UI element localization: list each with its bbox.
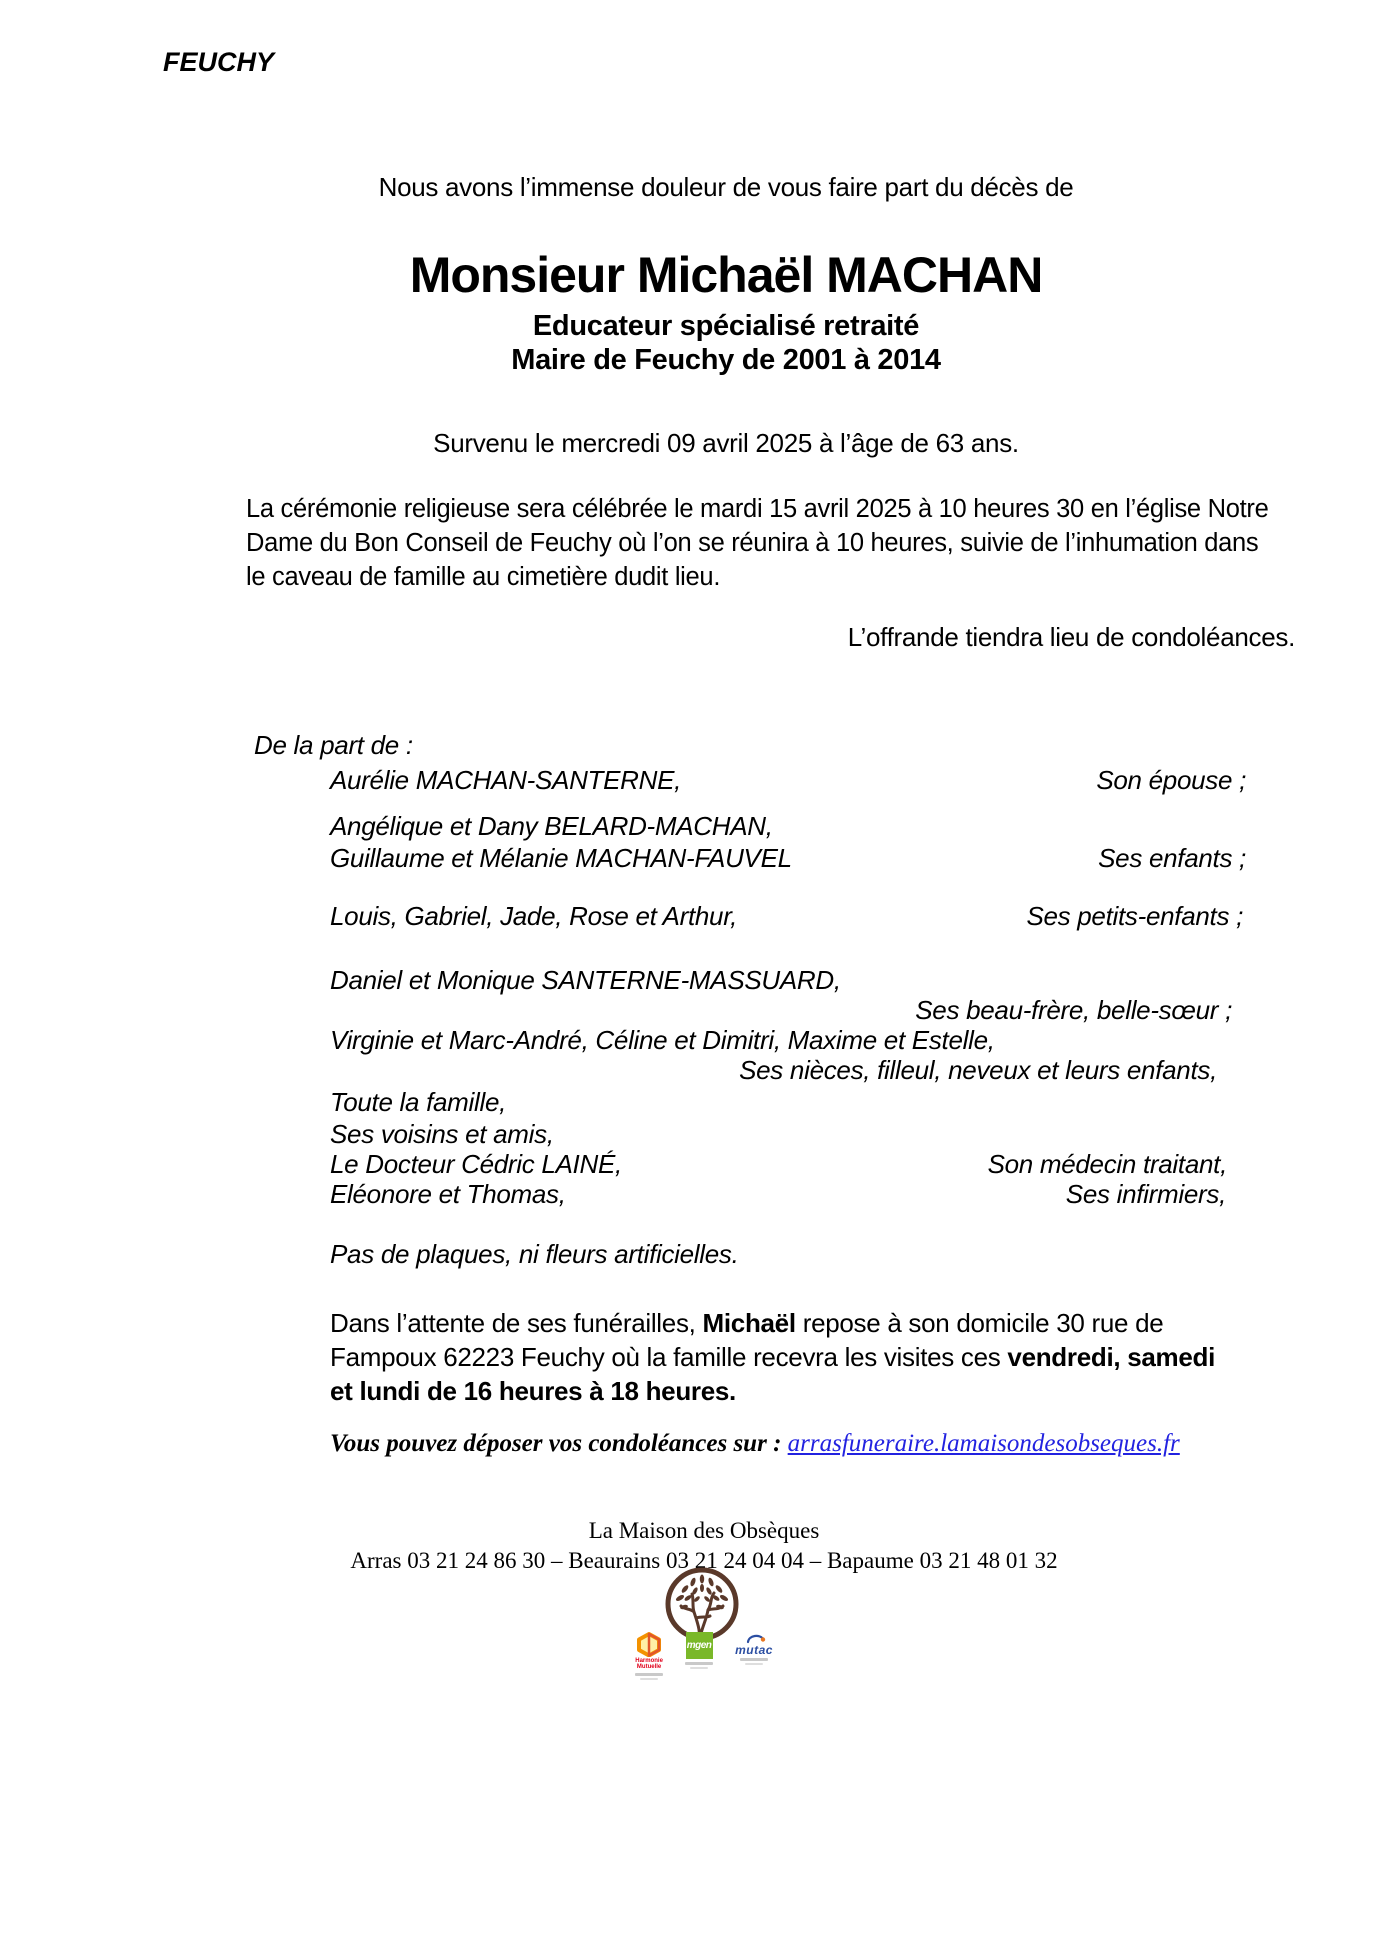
family-name: Angélique et Dany BELARD-MACHAN, bbox=[330, 811, 773, 841]
ceremony-line-2: Dame du Bon Conseil de Feuchy où l’on se réunira à 10 heures, suivie de l’inhumation dans bbox=[246, 529, 1259, 557]
ceremony-line-3: le caveau de famille au cimetière dudit lieu. bbox=[246, 563, 721, 591]
mgen-wordmark: mgen bbox=[686, 1640, 712, 1651]
family-name: Virginie et Marc-André, Céline et Dimitri, Maxime et Estelle, bbox=[330, 1025, 995, 1055]
visit-days: vendredi, samedi bbox=[1007, 1342, 1216, 1372]
family-row bbox=[254, 1087, 1246, 1117]
partner-logos bbox=[30, 1632, 1378, 1680]
family-relation: Ses infirmiers, bbox=[1065, 1179, 1226, 1209]
family-row bbox=[254, 1025, 1246, 1055]
harmonie-wordmark: Harmonie Mutuelle bbox=[635, 1658, 663, 1670]
family-relation: Son médecin traitant, bbox=[987, 1149, 1227, 1179]
logo-caption-placeholder bbox=[690, 1667, 708, 1669]
condolences-line bbox=[330, 1430, 1320, 1458]
family-name: Ses voisins et amis, bbox=[330, 1119, 554, 1149]
family-name: Daniel et Monique SANTERNE-MASSUARD, bbox=[330, 965, 841, 995]
family-name: Aurélie MACHAN-SANTERNE, bbox=[330, 765, 682, 795]
from-label: De la part de : bbox=[254, 730, 413, 760]
ceremony-line-1: La cérémonie religieuse sera célébrée le mardi 15 avril 2025 à 10 heures 30 en l’église Notre bbox=[246, 495, 1269, 523]
family-name: Eléonore et Thomas, bbox=[330, 1179, 566, 1209]
logo-caption-placeholder bbox=[635, 1673, 663, 1676]
family-relation: Ses petits-enfants ; bbox=[1026, 901, 1243, 931]
family-row bbox=[254, 965, 1246, 995]
family-name: Le Docteur Cédric LAINÉ, bbox=[330, 1149, 622, 1179]
visit-hours: et lundi de 16 heures à 18 heures. bbox=[330, 1376, 736, 1406]
condolences-label: Vous pouvez déposer vos condoléances sur : bbox=[330, 1430, 788, 1457]
deceased-name: Monsieur Michaël MACHAN bbox=[409, 247, 1043, 303]
visits-paragraph bbox=[330, 1306, 1290, 1408]
commune-name: FEUCHY bbox=[163, 47, 275, 77]
condolences-link[interactable]: arrasfuneraire.lamaisondesobseques.fr bbox=[787, 1430, 1180, 1457]
family-row bbox=[254, 843, 1246, 873]
ceremony-paragraph bbox=[246, 492, 1306, 594]
family-row bbox=[254, 1119, 1246, 1149]
family-list bbox=[254, 730, 1246, 1269]
intro-line: Nous avons l’immense douleur de vous faire part du décès de bbox=[378, 172, 1074, 202]
visits-line-2: Fampoux 62223 Feuchy où la famille recevra les visites ces vendredi, samedi bbox=[330, 1342, 1216, 1372]
deceased-profession: Educateur spécialisé retraité bbox=[532, 310, 920, 342]
family-row bbox=[254, 811, 1246, 841]
funeral-home-name: La Maison des Obsèques bbox=[588, 1518, 820, 1543]
deceased-first-name: Michaël bbox=[702, 1308, 796, 1338]
logo-caption-placeholder bbox=[740, 1658, 768, 1661]
family-row bbox=[254, 1179, 1246, 1209]
family-row bbox=[254, 765, 1246, 795]
family-row bbox=[254, 1149, 1246, 1179]
family-row bbox=[254, 1055, 1246, 1085]
family-row bbox=[254, 901, 1246, 931]
family-relation: Son épouse ; bbox=[1096, 765, 1246, 795]
family-name: Toute la famille, bbox=[330, 1087, 507, 1117]
logo-caption-placeholder bbox=[640, 1678, 658, 1680]
death-date-line: Survenu le mercredi 09 avril 2025 à l’âge de 63 ans. bbox=[433, 428, 1019, 458]
family-relation: Ses beau-frère, belle-sœur ; bbox=[915, 995, 1232, 1025]
visits-line-1: Dans l’attente de ses funérailles, Michaël repose à son domicile 30 rue de bbox=[330, 1308, 1164, 1338]
logo-caption-placeholder bbox=[745, 1663, 763, 1665]
mutac-logo bbox=[735, 1632, 773, 1665]
family-row bbox=[254, 995, 1246, 1025]
family-name: Louis, Gabriel, Jade, Rose et Arthur, bbox=[330, 901, 738, 931]
logo-caption-placeholder bbox=[685, 1662, 713, 1665]
family-relation: Ses enfants ; bbox=[1098, 843, 1246, 873]
harmonie-hexagon-icon bbox=[637, 1632, 661, 1657]
tree-leaves bbox=[675, 1575, 729, 1610]
harmonie-mutuelle-logo bbox=[635, 1632, 663, 1680]
deceased-mayor-title: Maire de Feuchy de 2001 à 2014 bbox=[511, 344, 941, 376]
mgen-square-icon bbox=[686, 1632, 713, 1659]
family-name: Guillaume et Mélanie MACHAN-FAUVEL bbox=[330, 843, 792, 873]
family-relation: Ses nièces, filleul, neveux et leurs enfants, bbox=[739, 1055, 1217, 1085]
no-flowers-line: Pas de plaques, ni fleurs artificielles. bbox=[330, 1239, 739, 1269]
funeral-home-agencies: Arras 03 21 24 86 30 – Beaurains 03 21 24 04 04 – Bapaume 03 21 48 01 32 bbox=[350, 1548, 1058, 1573]
visits-line-3 bbox=[330, 1374, 1290, 1408]
offering-line: L’offrande tiendra lieu de condoléances. bbox=[847, 622, 1295, 652]
mgen-logo bbox=[685, 1632, 713, 1669]
mutac-wordmark: mutac bbox=[735, 1643, 773, 1657]
